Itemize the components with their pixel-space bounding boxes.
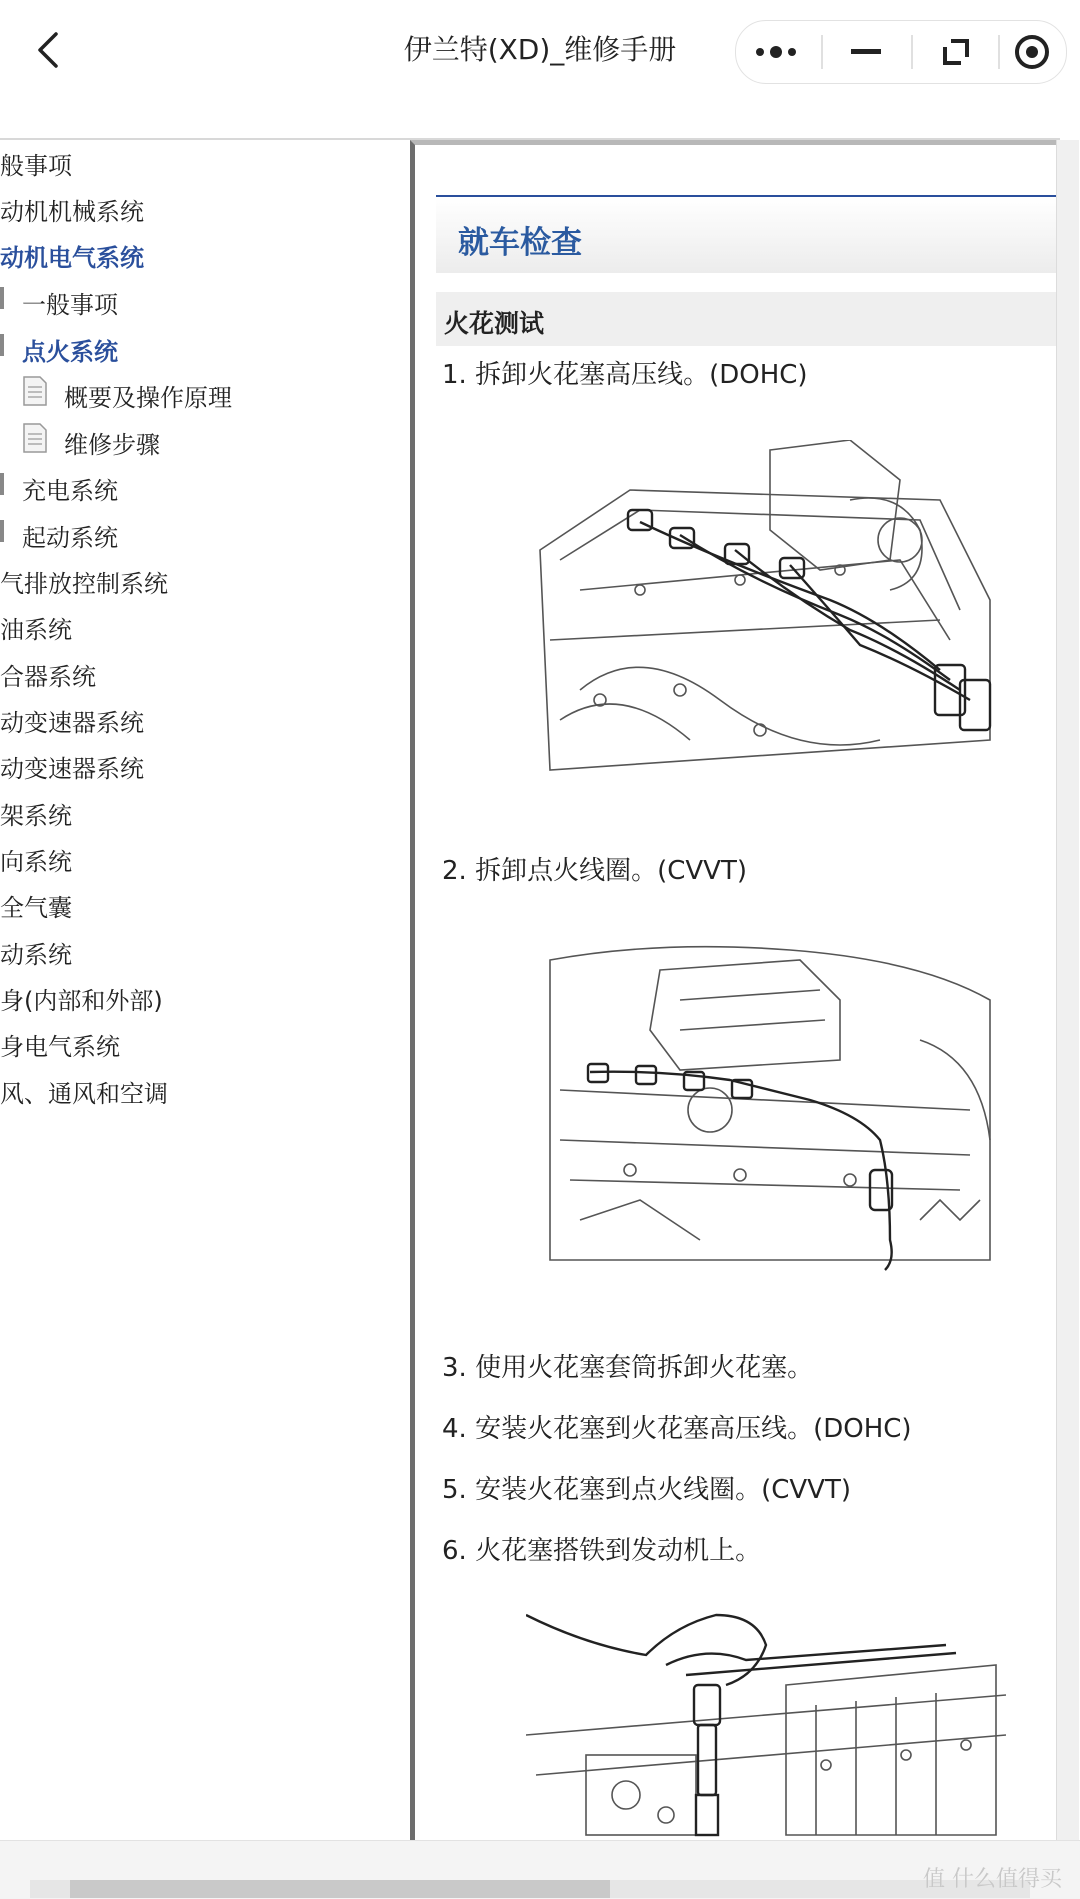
- sidebar-item-charging[interactable]: [22, 471, 118, 506]
- more-button[interactable]: [736, 21, 816, 83]
- sidebar-item-starting[interactable]: [22, 518, 118, 553]
- restore-button[interactable]: [916, 21, 996, 83]
- sidebar-item-body[interactable]: 身(内部和外部): [0, 987, 163, 1015]
- engine-ht-lead-figure: [520, 440, 1010, 780]
- top-bar: [0, 0, 1080, 100]
- sidebar-item-general-info[interactable]: [22, 285, 118, 320]
- sidebar-item-hvac[interactable]: 风、通风和空调: [0, 1080, 168, 1108]
- sidebar-item-body-electrical[interactable]: 身电气系统: [0, 1033, 120, 1061]
- sidebar-item-emission[interactable]: 气排放控制系统: [0, 570, 168, 598]
- sidebar-item-brake[interactable]: 动系统: [0, 941, 72, 969]
- sidebar-item-label: 维修步骤: [64, 431, 160, 459]
- sidebar-item-clutch[interactable]: 合器系统: [0, 663, 96, 691]
- sidebar-item-fuel[interactable]: 油系统: [0, 616, 72, 644]
- sidebar-item-label: 点火系统: [22, 338, 118, 366]
- folder-icon: [0, 334, 6, 358]
- sidebar: [0, 140, 412, 1840]
- sidebar-item-label: 充电系统: [22, 477, 118, 505]
- folder-icon: [0, 473, 6, 497]
- page-title: 伊兰特(XD)_维修手册: [403, 33, 677, 66]
- sidebar-item-manual-transaxle[interactable]: 动变速器系统: [0, 709, 144, 737]
- subsection-header: [436, 292, 1056, 346]
- close-button[interactable]: [998, 21, 1066, 83]
- sidebar-item-label: 起动系统: [22, 524, 118, 552]
- subsection-title: 火花测试: [444, 309, 545, 338]
- sidebar-item-ignition[interactable]: [22, 332, 118, 367]
- step-4: 4. 安装火花塞到火花塞高压线。(DOHC): [442, 1414, 912, 1444]
- horizontal-scrollbar[interactable]: [30, 1880, 1030, 1898]
- folder-icon: [0, 287, 6, 311]
- sidebar-item-automatic-transaxle[interactable]: 动变速器系统: [0, 755, 144, 783]
- sidebar-item-engine-mechanical[interactable]: 动机机械系统: [0, 198, 144, 226]
- ignition-coil-figure: [540, 940, 1000, 1275]
- watermark: 值 什么值得买: [923, 1867, 1062, 1892]
- scrollbar-thumb[interactable]: [70, 1880, 610, 1898]
- sidebar-item-repair-steps[interactable]: [64, 425, 160, 460]
- vertical-scrollbar[interactable]: [1056, 140, 1079, 1840]
- document-icon: [22, 376, 48, 406]
- sidebar-item-engine-electrical[interactable]: 动机电气系统: [0, 244, 144, 272]
- more-dots-icon: [754, 45, 798, 59]
- minus-icon: [851, 49, 881, 55]
- sidebar-item-overview[interactable]: [64, 378, 232, 413]
- spark-plug-ground-figure: [526, 1605, 1006, 1837]
- target-circle-icon: [1013, 33, 1051, 71]
- section-title: 就车检查: [458, 225, 582, 261]
- step-6: 6. 火花塞搭铁到发动机上。: [442, 1536, 762, 1566]
- step-5: 5. 安装火花塞到点火线圈。(CVVT): [442, 1475, 851, 1505]
- sidebar-item-label: 概要及操作原理: [64, 384, 232, 412]
- document-icon: [22, 423, 48, 453]
- minimize-button[interactable]: [826, 21, 906, 83]
- step-1: 1. 拆卸火花塞高压线。(DOHC): [442, 360, 808, 390]
- sidebar-item-general[interactable]: 般事项: [0, 152, 72, 180]
- sidebar-item-suspension[interactable]: 架系统: [0, 802, 72, 830]
- folder-icon: [0, 520, 6, 544]
- section-header: [436, 195, 1056, 273]
- sidebar-item-airbag[interactable]: 全气囊: [0, 894, 72, 922]
- step-3: 3. 使用火花塞套筒拆卸火花塞。: [442, 1353, 814, 1383]
- sidebar-item-label: 一般事项: [22, 291, 118, 319]
- sidebar-item-steering[interactable]: 向系统: [0, 848, 72, 876]
- step-2: 2. 拆卸点火线圈。(CVVT): [442, 856, 747, 886]
- restore-window-icon: [941, 37, 971, 67]
- menu-capsule: [735, 20, 1067, 84]
